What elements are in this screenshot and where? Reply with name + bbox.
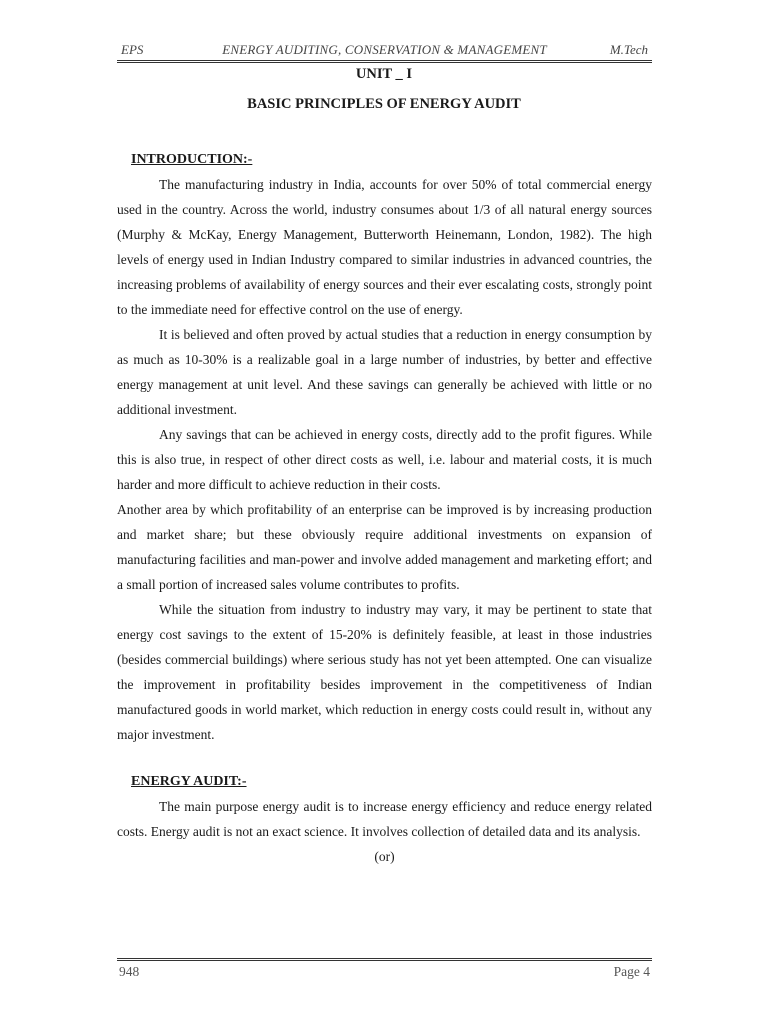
header-left-text: EPS bbox=[121, 42, 144, 57]
footer-rule bbox=[117, 958, 652, 961]
intro-paragraph: The manufacturing industry in India, accounts for over 50% of total commercial energy used in the country. Across the world, industry consumes about 1/3 of all natural energy sources (Murphy & McKay, Energy Management, Butterworth Heinemann, London, 1982). The high levels of energy used in Indian Industry compared to similar industries in advanced countries, the increasing problems of availability of energy sources and their ever escalating costs, strongly point to the immediate need for effective control on the use of energy. bbox=[117, 177, 652, 317]
intro-paragraph: Another area by which profitability of an enterprise can be improved is by increasing production and market share; but these obviously require additional investments on expansion of manufacturing facilities and man-power and involve added management and marketing effort; and a small portion of increased sales volume contributes to profits. bbox=[117, 502, 652, 592]
intro-paragraph: Any savings that can be achieved in energy costs, directly add to the profit figures. While this is also true, in respect of other direct costs as well, i.e. labour and material costs, it is much harder and more difficult to achieve reduction in their costs. bbox=[117, 427, 652, 492]
intro-paragraph: While the situation from industry to industry may vary, it may be pertinent to state that energy cost savings to the extent of 15-20% is definitely feasible, at least in those industries (besides commercial buildings) where serious study has not yet been attempted. One can visualize the improvement in profitability besides improvement in the competitiveness of Indian manufactured goods in world market, which reduction in energy costs could result in, without any major investment. bbox=[117, 602, 652, 742]
energy-audit-paragraph: The main purpose energy audit is to increase energy efficiency and reduce energy related costs. Energy audit is not an exact science. It involves collection of detailed data and its analysis. bbox=[117, 799, 652, 839]
header-rule bbox=[117, 60, 652, 63]
intro-paragraph: It is believed and often proved by actual studies that a reduction in energy consumption by as much as 10-30% is a realizable goal in a large number of industries, by better and effective energy management at unit level. And these savings can generally be achieved with little or no additional investment. bbox=[117, 327, 652, 417]
header-course-title: ENERGY AUDITING, CONSERVATION & MANAGEMENT bbox=[222, 42, 547, 57]
or-text: (or) bbox=[374, 849, 395, 864]
header-right-text: M.Tech bbox=[609, 42, 648, 57]
energy-audit-heading: ENERGY AUDIT:- bbox=[131, 774, 247, 789]
introduction-heading: INTRODUCTION:- bbox=[131, 152, 253, 167]
section-gap bbox=[117, 747, 652, 769]
page-number: Page 4 bbox=[613, 964, 650, 979]
page-header bbox=[117, 40, 652, 60]
footer-left-number: 948 bbox=[119, 964, 140, 979]
unit-title: UNIT _ I bbox=[355, 66, 413, 82]
page-title: BASIC PRINCIPLES OF ENERGY AUDIT bbox=[247, 96, 521, 112]
document-body bbox=[117, 147, 652, 869]
